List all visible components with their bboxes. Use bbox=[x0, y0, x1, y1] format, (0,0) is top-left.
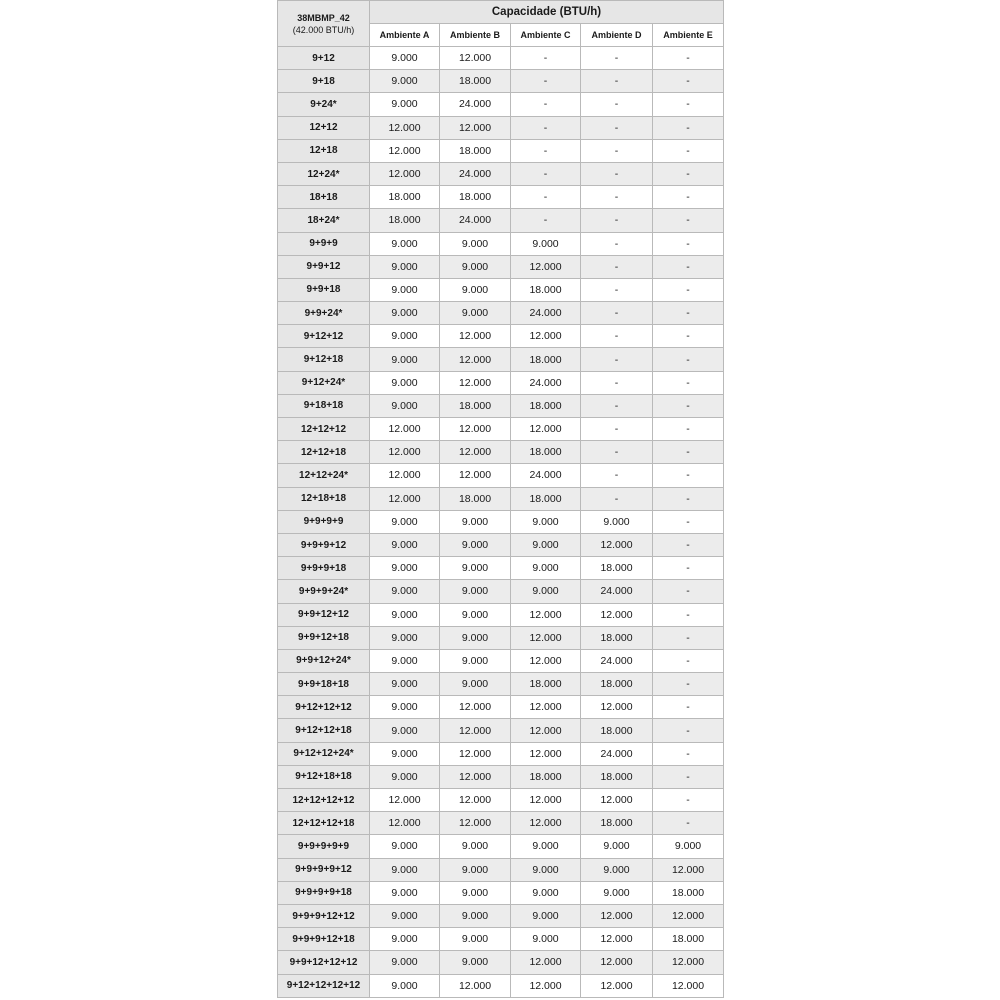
ambiente-c-cell: 9.000 bbox=[511, 858, 581, 881]
ambiente-d-cell: 12.000 bbox=[581, 928, 653, 951]
ambiente-a-cell: 9.000 bbox=[370, 673, 440, 696]
table-row bbox=[278, 47, 724, 70]
ambiente-c-cell: 12.000 bbox=[511, 742, 581, 765]
ambiente-c-cell: - bbox=[511, 162, 581, 185]
ambiente-d-cell: 18.000 bbox=[581, 626, 653, 649]
combination-cell: 9+9+9+12 bbox=[278, 533, 370, 556]
ambiente-d-cell: - bbox=[581, 441, 653, 464]
model-header bbox=[278, 1, 370, 47]
ambiente-d-cell: 9.000 bbox=[581, 858, 653, 881]
ambiente-a-cell: 12.000 bbox=[370, 812, 440, 835]
ambiente-b-cell: 18.000 bbox=[440, 487, 511, 510]
combination-cell: 9+9+18+18 bbox=[278, 673, 370, 696]
table-row bbox=[278, 255, 724, 278]
ambiente-d-cell: - bbox=[581, 302, 653, 325]
ambiente-e-cell: 12.000 bbox=[653, 951, 724, 974]
ambiente-e-cell: - bbox=[653, 696, 724, 719]
ambiente-a-cell: 9.000 bbox=[370, 394, 440, 417]
combination-cell: 9+9+12+12 bbox=[278, 603, 370, 626]
ambiente-d-cell: - bbox=[581, 232, 653, 255]
table-row bbox=[278, 603, 724, 626]
ambiente-d-cell: 12.000 bbox=[581, 603, 653, 626]
ambiente-a-cell: 9.000 bbox=[370, 649, 440, 672]
ambiente-e-cell: - bbox=[653, 116, 724, 139]
combination-cell: 9+12+12+24* bbox=[278, 742, 370, 765]
combination-cell: 12+12+12 bbox=[278, 418, 370, 441]
ambiente-c-cell: 9.000 bbox=[511, 835, 581, 858]
ambiente-d-cell: - bbox=[581, 209, 653, 232]
ambiente-b-cell: 9.000 bbox=[440, 510, 511, 533]
ambiente-c-cell: 12.000 bbox=[511, 951, 581, 974]
table-row bbox=[278, 325, 724, 348]
combination-cell: 9+9+9+12+12 bbox=[278, 904, 370, 927]
ambiente-e-cell: - bbox=[653, 765, 724, 788]
combination-cell: 9+9+9+24* bbox=[278, 580, 370, 603]
ambiente-e-cell: 12.000 bbox=[653, 904, 724, 927]
ambiente-b-cell: 12.000 bbox=[440, 371, 511, 394]
ambiente-c-cell: 12.000 bbox=[511, 626, 581, 649]
ambiente-a-cell: 9.000 bbox=[370, 371, 440, 394]
combination-cell: 12+12+12+12 bbox=[278, 789, 370, 812]
combination-cell: 12+18+18 bbox=[278, 487, 370, 510]
ambiente-b-cell: 9.000 bbox=[440, 881, 511, 904]
ambiente-d-cell: 24.000 bbox=[581, 742, 653, 765]
ambiente-e-cell: - bbox=[653, 673, 724, 696]
ambiente-a-cell: 12.000 bbox=[370, 441, 440, 464]
ambiente-a-cell: 9.000 bbox=[370, 557, 440, 580]
ambiente-b-cell: 12.000 bbox=[440, 696, 511, 719]
ambiente-a-cell: 9.000 bbox=[370, 232, 440, 255]
ambiente-c-cell: 9.000 bbox=[511, 904, 581, 927]
ambiente-d-cell: 12.000 bbox=[581, 974, 653, 997]
ambiente-d-cell: 9.000 bbox=[581, 510, 653, 533]
combination-cell: 9+9+9+9+12 bbox=[278, 858, 370, 881]
combination-cell: 9+24* bbox=[278, 93, 370, 116]
ambiente-b-cell: 9.000 bbox=[440, 302, 511, 325]
ambiente-b-cell: 12.000 bbox=[440, 765, 511, 788]
combination-cell: 9+9+12 bbox=[278, 255, 370, 278]
ambiente-a-cell: 9.000 bbox=[370, 742, 440, 765]
model-capacity: (42.000 BTU/h) bbox=[292, 24, 355, 35]
ambiente-b-cell: 9.000 bbox=[440, 603, 511, 626]
ambiente-d-cell: - bbox=[581, 325, 653, 348]
combination-cell: 12+24* bbox=[278, 162, 370, 185]
ambiente-a-cell: 9.000 bbox=[370, 325, 440, 348]
ambiente-c-cell: 18.000 bbox=[511, 765, 581, 788]
ambiente-a-cell: 12.000 bbox=[370, 162, 440, 185]
combination-cell: 9+12 bbox=[278, 47, 370, 70]
table-row bbox=[278, 696, 724, 719]
table-row bbox=[278, 951, 724, 974]
ambiente-e-cell: - bbox=[653, 533, 724, 556]
ambiente-c-cell: 18.000 bbox=[511, 673, 581, 696]
ambiente-c-header: Ambiente C bbox=[511, 24, 581, 47]
ambiente-b-cell: 18.000 bbox=[440, 394, 511, 417]
combination-cell: 9+12+12+12 bbox=[278, 696, 370, 719]
ambiente-b-cell: 12.000 bbox=[440, 464, 511, 487]
ambiente-a-cell: 9.000 bbox=[370, 93, 440, 116]
ambiente-d-cell: 12.000 bbox=[581, 904, 653, 927]
combination-cell: 9+18 bbox=[278, 70, 370, 93]
ambiente-b-cell: 9.000 bbox=[440, 232, 511, 255]
ambiente-b-header: Ambiente B bbox=[440, 24, 511, 47]
ambiente-b-cell: 9.000 bbox=[440, 858, 511, 881]
combination-cell: 9+9+9+9+9 bbox=[278, 835, 370, 858]
ambiente-b-cell: 9.000 bbox=[440, 835, 511, 858]
ambiente-b-cell: 18.000 bbox=[440, 70, 511, 93]
ambiente-b-cell: 9.000 bbox=[440, 278, 511, 301]
ambiente-c-cell: 24.000 bbox=[511, 302, 581, 325]
table-row bbox=[278, 649, 724, 672]
combination-cell: 9+9+9+9+18 bbox=[278, 881, 370, 904]
table-row bbox=[278, 719, 724, 742]
table-row bbox=[278, 673, 724, 696]
ambiente-d-cell: - bbox=[581, 418, 653, 441]
ambiente-c-cell: 9.000 bbox=[511, 928, 581, 951]
ambiente-e-cell: 12.000 bbox=[653, 974, 724, 997]
ambiente-e-cell: - bbox=[653, 580, 724, 603]
ambiente-a-cell: 9.000 bbox=[370, 348, 440, 371]
ambiente-a-cell: 9.000 bbox=[370, 580, 440, 603]
ambiente-a-cell: 12.000 bbox=[370, 139, 440, 162]
combination-cell: 9+9+9+18 bbox=[278, 557, 370, 580]
ambiente-d-cell: - bbox=[581, 93, 653, 116]
ambiente-d-cell: 18.000 bbox=[581, 719, 653, 742]
combination-cell: 9+9+12+24* bbox=[278, 649, 370, 672]
ambiente-c-cell: - bbox=[511, 47, 581, 70]
ambiente-a-cell: 12.000 bbox=[370, 789, 440, 812]
ambiente-a-cell: 9.000 bbox=[370, 302, 440, 325]
ambiente-e-cell: - bbox=[653, 487, 724, 510]
ambiente-b-cell: 9.000 bbox=[440, 626, 511, 649]
ambiente-e-cell: - bbox=[653, 302, 724, 325]
ambiente-c-cell: 18.000 bbox=[511, 441, 581, 464]
combination-cell: 9+12+12 bbox=[278, 325, 370, 348]
table-row bbox=[278, 186, 724, 209]
ambiente-c-cell: 12.000 bbox=[511, 325, 581, 348]
ambiente-e-cell: - bbox=[653, 418, 724, 441]
ambiente-b-cell: 9.000 bbox=[440, 928, 511, 951]
ambiente-c-cell: 12.000 bbox=[511, 719, 581, 742]
table-row bbox=[278, 394, 724, 417]
ambiente-d-cell: 24.000 bbox=[581, 649, 653, 672]
table-row bbox=[278, 557, 724, 580]
ambiente-c-cell: 9.000 bbox=[511, 557, 581, 580]
table-row bbox=[278, 232, 724, 255]
ambiente-d-cell: 12.000 bbox=[581, 696, 653, 719]
ambiente-b-cell: 24.000 bbox=[440, 162, 511, 185]
ambiente-a-cell: 9.000 bbox=[370, 278, 440, 301]
ambiente-e-cell: - bbox=[653, 371, 724, 394]
ambiente-b-cell: 9.000 bbox=[440, 673, 511, 696]
combination-cell: 12+18 bbox=[278, 139, 370, 162]
table-row bbox=[278, 812, 724, 835]
ambiente-d-cell: - bbox=[581, 162, 653, 185]
ambiente-d-cell: - bbox=[581, 464, 653, 487]
ambiente-c-cell: 24.000 bbox=[511, 464, 581, 487]
ambiente-a-cell: 9.000 bbox=[370, 928, 440, 951]
combination-cell: 9+9+18 bbox=[278, 278, 370, 301]
combination-cell: 12+12 bbox=[278, 116, 370, 139]
table-row bbox=[278, 858, 724, 881]
ambiente-e-header: Ambiente E bbox=[653, 24, 724, 47]
ambiente-a-cell: 9.000 bbox=[370, 626, 440, 649]
ambiente-e-cell: - bbox=[653, 464, 724, 487]
ambiente-b-cell: 18.000 bbox=[440, 139, 511, 162]
ambiente-a-cell: 12.000 bbox=[370, 418, 440, 441]
ambiente-e-cell: 12.000 bbox=[653, 858, 724, 881]
combination-cell: 9+9+9+9 bbox=[278, 510, 370, 533]
table-row bbox=[278, 209, 724, 232]
ambiente-e-cell: - bbox=[653, 162, 724, 185]
ambiente-a-cell: 9.000 bbox=[370, 974, 440, 997]
ambiente-e-cell: - bbox=[653, 649, 724, 672]
ambiente-c-cell: 18.000 bbox=[511, 487, 581, 510]
ambiente-e-cell: - bbox=[653, 255, 724, 278]
ambiente-c-cell: 12.000 bbox=[511, 603, 581, 626]
ambiente-d-cell: - bbox=[581, 278, 653, 301]
ambiente-d-cell: 9.000 bbox=[581, 881, 653, 904]
combination-cell: 9+9+9 bbox=[278, 232, 370, 255]
ambiente-d-cell: 18.000 bbox=[581, 812, 653, 835]
ambiente-d-cell: - bbox=[581, 47, 653, 70]
table-row bbox=[278, 580, 724, 603]
capacity-table-container bbox=[277, 0, 723, 998]
ambiente-e-cell: 9.000 bbox=[653, 835, 724, 858]
ambiente-d-cell: 12.000 bbox=[581, 533, 653, 556]
ambiente-b-cell: 12.000 bbox=[440, 348, 511, 371]
ambiente-e-cell: - bbox=[653, 557, 724, 580]
ambiente-d-cell: - bbox=[581, 70, 653, 93]
table-row bbox=[278, 302, 724, 325]
ambiente-b-cell: 12.000 bbox=[440, 812, 511, 835]
ambiente-a-cell: 18.000 bbox=[370, 209, 440, 232]
ambiente-c-cell: 12.000 bbox=[511, 812, 581, 835]
ambiente-a-header: Ambiente A bbox=[370, 24, 440, 47]
combination-cell: 18+18 bbox=[278, 186, 370, 209]
table-row bbox=[278, 464, 724, 487]
ambiente-a-cell: 9.000 bbox=[370, 510, 440, 533]
table-row bbox=[278, 974, 724, 997]
ambiente-d-cell: 18.000 bbox=[581, 765, 653, 788]
ambiente-b-cell: 9.000 bbox=[440, 904, 511, 927]
ambiente-e-cell: - bbox=[653, 719, 724, 742]
combination-cell: 9+12+24* bbox=[278, 371, 370, 394]
table-body bbox=[278, 47, 724, 998]
ambiente-c-cell: 9.000 bbox=[511, 533, 581, 556]
ambiente-a-cell: 9.000 bbox=[370, 47, 440, 70]
ambiente-e-cell: - bbox=[653, 232, 724, 255]
ambiente-c-cell: - bbox=[511, 209, 581, 232]
ambiente-a-cell: 9.000 bbox=[370, 255, 440, 278]
ambiente-e-cell: - bbox=[653, 812, 724, 835]
ambiente-d-cell: - bbox=[581, 394, 653, 417]
ambiente-c-cell: 12.000 bbox=[511, 789, 581, 812]
combination-cell: 9+9+12+18 bbox=[278, 626, 370, 649]
ambiente-d-cell: - bbox=[581, 487, 653, 510]
ambiente-c-cell: - bbox=[511, 186, 581, 209]
ambiente-a-cell: 9.000 bbox=[370, 603, 440, 626]
ambiente-a-cell: 18.000 bbox=[370, 186, 440, 209]
ambiente-a-cell: 9.000 bbox=[370, 904, 440, 927]
ambiente-c-cell: 12.000 bbox=[511, 255, 581, 278]
ambiente-e-cell: - bbox=[653, 325, 724, 348]
ambiente-a-cell: 12.000 bbox=[370, 116, 440, 139]
ambiente-e-cell: - bbox=[653, 441, 724, 464]
ambiente-c-cell: 18.000 bbox=[511, 348, 581, 371]
ambiente-d-header: Ambiente D bbox=[581, 24, 653, 47]
ambiente-d-cell: - bbox=[581, 139, 653, 162]
ambiente-c-cell: 9.000 bbox=[511, 232, 581, 255]
ambiente-d-cell: 12.000 bbox=[581, 789, 653, 812]
table-row bbox=[278, 510, 724, 533]
table-row bbox=[278, 881, 724, 904]
ambiente-c-cell: - bbox=[511, 139, 581, 162]
table-row bbox=[278, 371, 724, 394]
ambiente-c-cell: 12.000 bbox=[511, 649, 581, 672]
ambiente-e-cell: - bbox=[653, 626, 724, 649]
combination-cell: 9+9+12+12+12 bbox=[278, 951, 370, 974]
ambiente-a-cell: 12.000 bbox=[370, 487, 440, 510]
table-row bbox=[278, 441, 724, 464]
ambiente-c-cell: - bbox=[511, 93, 581, 116]
ambiente-a-cell: 12.000 bbox=[370, 464, 440, 487]
ambiente-c-cell: 24.000 bbox=[511, 371, 581, 394]
ambiente-e-cell: - bbox=[653, 394, 724, 417]
ambiente-e-cell: 18.000 bbox=[653, 881, 724, 904]
ambiente-e-cell: - bbox=[653, 742, 724, 765]
combination-cell: 12+12+12+18 bbox=[278, 812, 370, 835]
ambiente-c-cell: 12.000 bbox=[511, 418, 581, 441]
ambiente-b-cell: 9.000 bbox=[440, 951, 511, 974]
capacity-table bbox=[277, 0, 724, 998]
ambiente-e-cell: - bbox=[653, 93, 724, 116]
ambiente-b-cell: 12.000 bbox=[440, 116, 511, 139]
ambiente-d-cell: - bbox=[581, 371, 653, 394]
ambiente-d-cell: 9.000 bbox=[581, 835, 653, 858]
table-row bbox=[278, 835, 724, 858]
ambiente-d-cell: 18.000 bbox=[581, 673, 653, 696]
table-row bbox=[278, 904, 724, 927]
capacity-header: Capacidade (BTU/h) bbox=[370, 1, 724, 24]
ambiente-b-cell: 12.000 bbox=[440, 441, 511, 464]
ambiente-b-cell: 9.000 bbox=[440, 649, 511, 672]
ambiente-c-cell: - bbox=[511, 70, 581, 93]
ambiente-c-cell: 9.000 bbox=[511, 580, 581, 603]
ambiente-e-cell: 18.000 bbox=[653, 928, 724, 951]
ambiente-b-cell: 12.000 bbox=[440, 418, 511, 441]
ambiente-a-cell: 9.000 bbox=[370, 881, 440, 904]
ambiente-c-cell: 9.000 bbox=[511, 881, 581, 904]
combination-cell: 12+12+18 bbox=[278, 441, 370, 464]
ambiente-d-cell: 24.000 bbox=[581, 580, 653, 603]
combination-cell: 12+12+24* bbox=[278, 464, 370, 487]
ambiente-a-cell: 9.000 bbox=[370, 696, 440, 719]
ambiente-b-cell: 12.000 bbox=[440, 789, 511, 812]
table-row bbox=[278, 162, 724, 185]
table-row bbox=[278, 789, 724, 812]
ambiente-a-cell: 9.000 bbox=[370, 765, 440, 788]
ambiente-b-cell: 12.000 bbox=[440, 325, 511, 348]
ambiente-d-cell: 12.000 bbox=[581, 951, 653, 974]
ambiente-b-cell: 24.000 bbox=[440, 93, 511, 116]
combination-cell: 9+12+18 bbox=[278, 348, 370, 371]
ambiente-b-cell: 9.000 bbox=[440, 255, 511, 278]
table-row bbox=[278, 116, 724, 139]
model-name: 38MBMP_42 bbox=[297, 12, 350, 23]
ambiente-d-cell: - bbox=[581, 186, 653, 209]
ambiente-b-cell: 12.000 bbox=[440, 742, 511, 765]
ambiente-d-cell: - bbox=[581, 348, 653, 371]
table-row bbox=[278, 70, 724, 93]
ambiente-c-cell: 9.000 bbox=[511, 510, 581, 533]
ambiente-c-cell: 18.000 bbox=[511, 278, 581, 301]
ambiente-b-cell: 18.000 bbox=[440, 186, 511, 209]
ambiente-a-cell: 9.000 bbox=[370, 951, 440, 974]
combination-cell: 9+12+12+12+12 bbox=[278, 974, 370, 997]
ambiente-e-cell: - bbox=[653, 209, 724, 232]
combination-cell: 18+24* bbox=[278, 209, 370, 232]
ambiente-e-cell: - bbox=[653, 139, 724, 162]
ambiente-e-cell: - bbox=[653, 278, 724, 301]
ambiente-b-cell: 12.000 bbox=[440, 47, 511, 70]
ambiente-a-cell: 9.000 bbox=[370, 70, 440, 93]
ambiente-b-cell: 9.000 bbox=[440, 533, 511, 556]
combination-cell: 9+12+18+18 bbox=[278, 765, 370, 788]
ambiente-b-cell: 9.000 bbox=[440, 557, 511, 580]
ambiente-e-cell: - bbox=[653, 70, 724, 93]
ambiente-a-cell: 9.000 bbox=[370, 835, 440, 858]
table-row bbox=[278, 139, 724, 162]
combination-cell: 9+18+18 bbox=[278, 394, 370, 417]
table-row bbox=[278, 348, 724, 371]
ambiente-d-cell: 18.000 bbox=[581, 557, 653, 580]
ambiente-b-cell: 24.000 bbox=[440, 209, 511, 232]
ambiente-c-cell: - bbox=[511, 116, 581, 139]
ambiente-b-cell: 12.000 bbox=[440, 974, 511, 997]
table-row bbox=[278, 533, 724, 556]
ambiente-b-cell: 9.000 bbox=[440, 580, 511, 603]
ambiente-c-cell: 18.000 bbox=[511, 394, 581, 417]
ambiente-e-cell: - bbox=[653, 603, 724, 626]
ambiente-a-cell: 9.000 bbox=[370, 858, 440, 881]
table-row bbox=[278, 626, 724, 649]
table-row bbox=[278, 928, 724, 951]
combination-cell: 9+12+12+18 bbox=[278, 719, 370, 742]
ambiente-e-cell: - bbox=[653, 186, 724, 209]
ambiente-e-cell: - bbox=[653, 510, 724, 533]
combination-cell: 9+9+9+12+18 bbox=[278, 928, 370, 951]
ambiente-e-cell: - bbox=[653, 348, 724, 371]
table-row bbox=[278, 93, 724, 116]
ambiente-d-cell: - bbox=[581, 255, 653, 278]
table-row bbox=[278, 278, 724, 301]
ambiente-e-cell: - bbox=[653, 47, 724, 70]
ambiente-e-cell: - bbox=[653, 789, 724, 812]
ambiente-b-cell: 12.000 bbox=[440, 719, 511, 742]
table-row bbox=[278, 418, 724, 441]
ambiente-c-cell: 12.000 bbox=[511, 696, 581, 719]
ambiente-a-cell: 9.000 bbox=[370, 719, 440, 742]
ambiente-a-cell: 9.000 bbox=[370, 533, 440, 556]
table-row bbox=[278, 487, 724, 510]
table-row bbox=[278, 765, 724, 788]
ambiente-c-cell: 12.000 bbox=[511, 974, 581, 997]
ambiente-d-cell: - bbox=[581, 116, 653, 139]
combination-cell: 9+9+24* bbox=[278, 302, 370, 325]
table-row bbox=[278, 742, 724, 765]
